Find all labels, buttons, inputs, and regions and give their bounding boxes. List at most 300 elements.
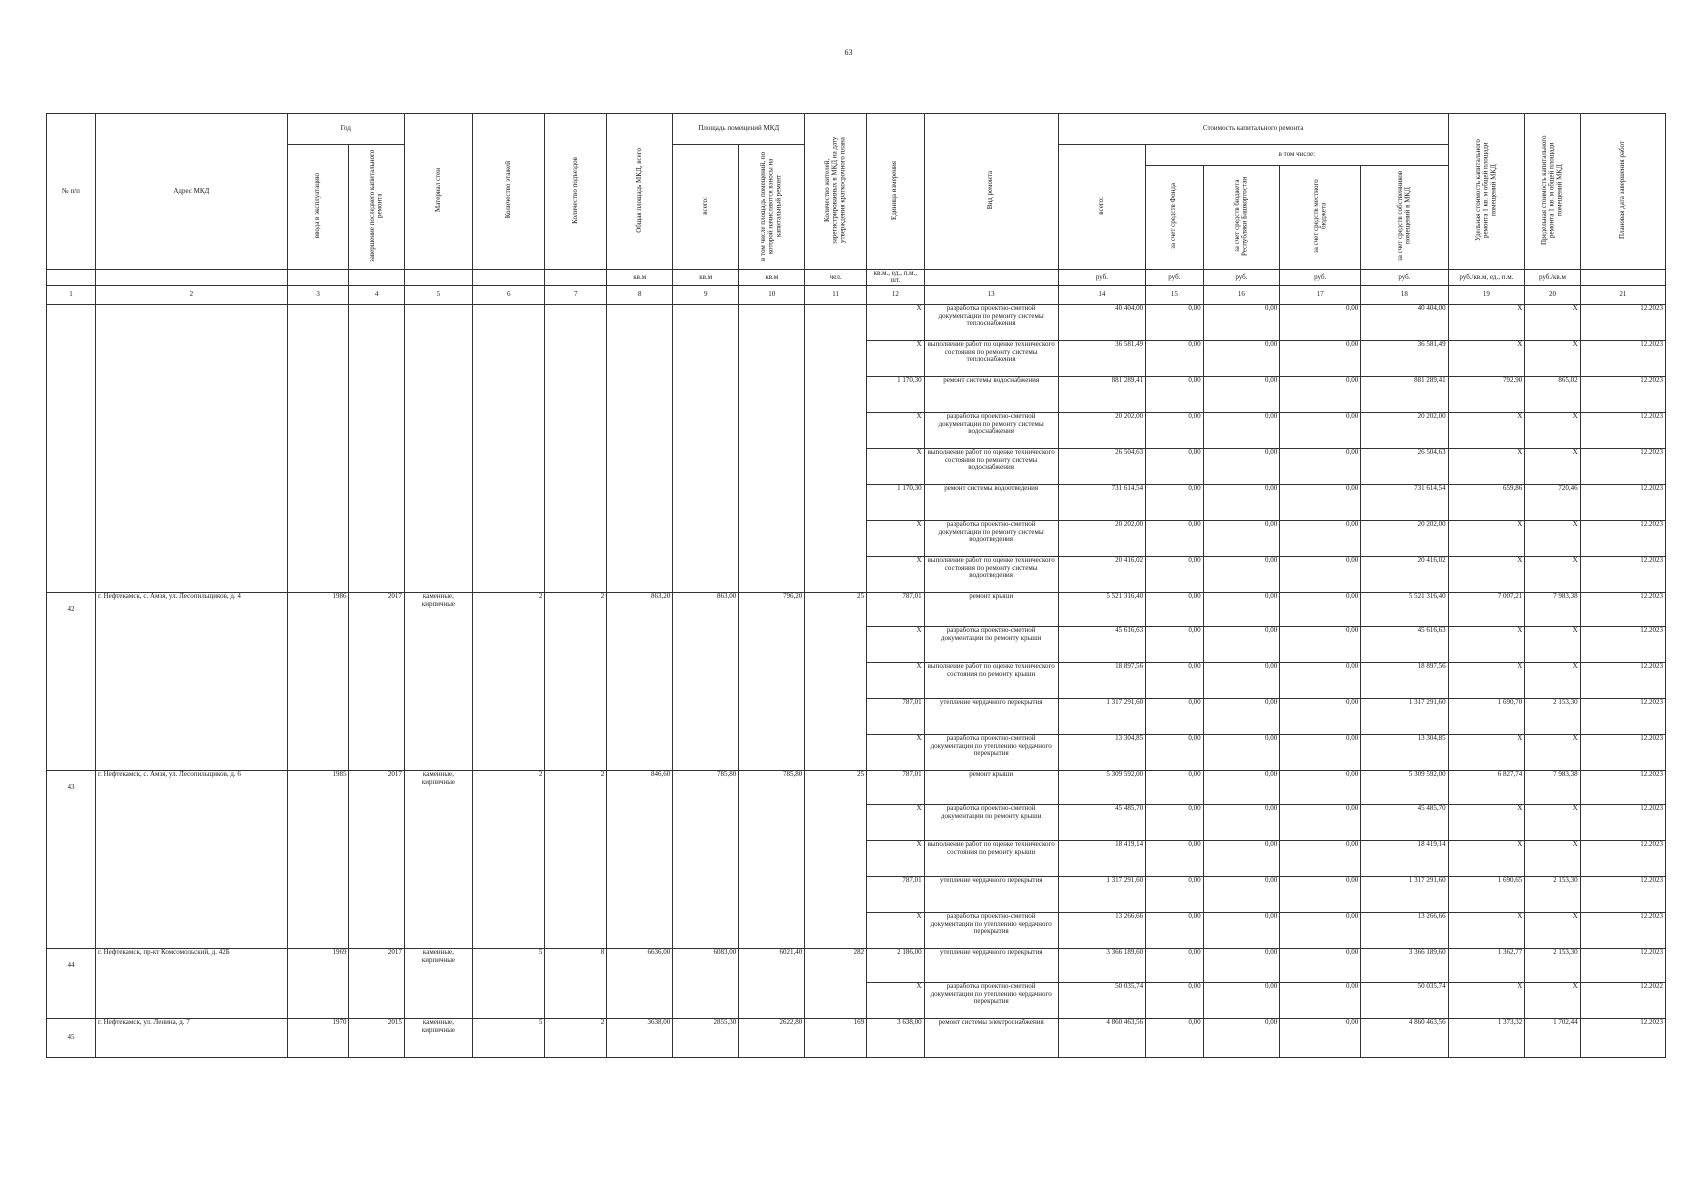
cell-addr	[95, 627, 287, 663]
cell-en	[545, 805, 607, 841]
cell-ta	[607, 841, 673, 877]
table-row	[47, 377, 1666, 413]
cell-pa	[673, 663, 739, 699]
cell-pa	[673, 341, 739, 377]
cell-res	[805, 413, 867, 449]
column-number: 17	[1280, 286, 1361, 305]
cell-y1	[287, 449, 349, 485]
cell-pa	[673, 735, 739, 771]
cell-res	[805, 983, 867, 1019]
table-row	[47, 877, 1666, 913]
cell-work: ремонт крыши	[924, 593, 1058, 627]
cell-work: разработка проектно-сметной документации по ремонту системы водоотведения	[924, 521, 1058, 557]
cell-fund: 0,00	[1146, 949, 1204, 983]
cell-unit: X	[867, 841, 925, 877]
cell-unit: X	[867, 663, 925, 699]
cell-unit: X	[867, 805, 925, 841]
cell-ta: 6636,00	[607, 949, 673, 983]
cell-fund: 0,00	[1146, 663, 1204, 699]
cell-res	[805, 877, 867, 913]
cell-mat	[404, 485, 472, 521]
cell-ta	[607, 699, 673, 735]
cell-loc: 0,00	[1280, 1019, 1361, 1058]
cell-res	[805, 841, 867, 877]
cell-max: X	[1525, 805, 1580, 841]
cell-work: ремонт крыши	[924, 771, 1058, 805]
cell-en	[545, 627, 607, 663]
cell-y1	[287, 877, 349, 913]
cell-rep: 0,00	[1203, 841, 1280, 877]
cell-mat	[404, 663, 472, 699]
cell-date: 12.2023	[1580, 413, 1665, 449]
cell-rep: 0,00	[1203, 377, 1280, 413]
cell-fund: 0,00	[1146, 841, 1204, 877]
unit-cell: руб.	[1280, 269, 1361, 285]
cell-ta	[607, 305, 673, 341]
header-fund: за счет средств Фонда	[1146, 166, 1204, 270]
cell-work: выполнение работ по оценке технического состояния по ремонту крыши	[924, 841, 1058, 877]
cell-fl	[473, 377, 545, 413]
header-local: за счет средств местного бюджета	[1280, 166, 1361, 270]
header-including: в том числе:	[1146, 145, 1449, 166]
header-year-last-repair: завершение последнего капитального ремонта	[349, 145, 404, 270]
cell-spec: 1 690,70	[1448, 699, 1525, 735]
cell-en	[545, 699, 607, 735]
cell-date: 12.2023	[1580, 949, 1665, 983]
cell-addr	[95, 663, 287, 699]
cell-rep: 0,00	[1203, 341, 1280, 377]
cell-addr	[95, 877, 287, 913]
table-row	[47, 627, 1666, 663]
cell-fund: 0,00	[1146, 557, 1204, 593]
cell-fund: 0,00	[1146, 735, 1204, 771]
cell-own: 20 202,00	[1361, 521, 1448, 557]
cell-res	[805, 557, 867, 593]
cell-loc: 0,00	[1280, 983, 1361, 1019]
cell-total: 40 404,00	[1058, 305, 1145, 341]
cell-ta	[607, 735, 673, 771]
cell-y1	[287, 699, 349, 735]
cell-y2	[349, 557, 404, 593]
cell-mat	[404, 913, 472, 949]
cell-work: разработка проектно-сметной документации по ремонту крыши	[924, 805, 1058, 841]
cell-ra: 796,20	[739, 593, 805, 627]
table-row	[47, 305, 1666, 341]
cell-en	[545, 521, 607, 557]
cell-res	[805, 627, 867, 663]
cell-own: 5 521 316,40	[1361, 593, 1448, 627]
cell-loc: 0,00	[1280, 521, 1361, 557]
cell-spec: X	[1448, 841, 1525, 877]
cell-date: 12.2023	[1580, 627, 1665, 663]
cell-spec: X	[1448, 521, 1525, 557]
cell-y2	[349, 913, 404, 949]
cell-en	[545, 841, 607, 877]
cell-ra	[739, 305, 805, 341]
cell-num: 44	[47, 949, 96, 983]
cell-fund: 0,00	[1146, 913, 1204, 949]
cell-date: 12.2023	[1580, 663, 1665, 699]
cell-date: 12.2023	[1580, 305, 1665, 341]
cell-unit: X	[867, 413, 925, 449]
cell-own: 5 309 592,00	[1361, 771, 1448, 805]
cell-max: X	[1525, 521, 1580, 557]
cell-y1	[287, 663, 349, 699]
cell-en	[545, 377, 607, 413]
cell-fl: 2	[473, 593, 545, 627]
cell-loc: 0,00	[1280, 557, 1361, 593]
cell-num	[47, 877, 96, 913]
cell-own: 20 416,02	[1361, 557, 1448, 593]
cell-rep: 0,00	[1203, 593, 1280, 627]
cell-ra	[739, 805, 805, 841]
cell-en	[545, 449, 607, 485]
cell-y1	[287, 305, 349, 341]
cell-mat	[404, 377, 472, 413]
cell-spec: X	[1448, 805, 1525, 841]
cell-fund: 0,00	[1146, 413, 1204, 449]
unit-cell: руб.	[1146, 269, 1204, 285]
cell-y2: 2015	[349, 1019, 404, 1058]
cell-ta	[607, 485, 673, 521]
cell-rep: 0,00	[1203, 449, 1280, 485]
cell-en	[545, 485, 607, 521]
cell-work: выполнение работ по оценке технического состояния по ремонту системы теплоснабжения	[924, 341, 1058, 377]
cell-pa	[673, 521, 739, 557]
cell-ta	[607, 449, 673, 485]
cell-work: ремонт системы электроснабжения	[924, 1019, 1058, 1058]
cell-y2	[349, 663, 404, 699]
cell-addr	[95, 699, 287, 735]
cell-num	[47, 485, 96, 521]
table-row	[47, 771, 1666, 805]
cell-ra	[739, 627, 805, 663]
cell-mat	[404, 805, 472, 841]
cell-ra	[739, 913, 805, 949]
cell-ra	[739, 735, 805, 771]
cell-fl	[473, 341, 545, 377]
cell-pa	[673, 413, 739, 449]
cell-addr	[95, 449, 287, 485]
cell-ra	[739, 449, 805, 485]
header-republic: за счет средств бюджета Республики Башкортостан	[1203, 166, 1280, 270]
cell-res: 25	[805, 593, 867, 627]
cell-addr	[95, 377, 287, 413]
cell-ta: 846,60	[607, 771, 673, 805]
cell-total: 4 860 463,56	[1058, 1019, 1145, 1058]
cell-loc: 0,00	[1280, 735, 1361, 771]
cell-fl: 5	[473, 1019, 545, 1058]
cell-rep: 0,00	[1203, 735, 1280, 771]
cell-max: X	[1525, 449, 1580, 485]
cell-work: разработка проектно-сметной документации по ремонту системы водоснабжения	[924, 413, 1058, 449]
cell-spec: X	[1448, 735, 1525, 771]
header-floors: Количество этажей	[473, 114, 545, 270]
cell-spec: X	[1448, 913, 1525, 949]
cell-rep: 0,00	[1203, 485, 1280, 521]
cell-loc: 0,00	[1280, 771, 1361, 805]
cell-unit: 787,01	[867, 593, 925, 627]
cell-total: 5 309 592,00	[1058, 771, 1145, 805]
column-number: 19	[1448, 286, 1525, 305]
cell-ta	[607, 377, 673, 413]
column-number: 9	[673, 286, 739, 305]
cell-y2	[349, 699, 404, 735]
cell-unit: 2 186,00	[867, 949, 925, 983]
cell-num	[47, 841, 96, 877]
cell-mat	[404, 521, 472, 557]
cell-ta	[607, 805, 673, 841]
cell-fl	[473, 627, 545, 663]
cell-fund: 0,00	[1146, 1019, 1204, 1058]
cell-y2	[349, 377, 404, 413]
cell-en: 2	[545, 1019, 607, 1058]
cell-own: 1 317 291,60	[1361, 877, 1448, 913]
cell-total: 5 521 316,40	[1058, 593, 1145, 627]
cell-num	[47, 735, 96, 771]
cell-own: 731 614,54	[1361, 485, 1448, 521]
column-number: 14	[1058, 286, 1145, 305]
cell-addr: г. Нефтекамск, пр-кт Комсомольский, д. 42Б	[95, 949, 287, 983]
cell-y2	[349, 341, 404, 377]
cell-unit: 787,01	[867, 699, 925, 735]
cell-own: 3 366 189,60	[1361, 949, 1448, 983]
cell-own: 18 419,14	[1361, 841, 1448, 877]
cell-addr	[95, 557, 287, 593]
unit-cell: руб./кв.м, ед., п.м.	[1448, 269, 1525, 285]
cell-fund: 0,00	[1146, 593, 1204, 627]
cell-total: 13 266,66	[1058, 913, 1145, 949]
cell-rep: 0,00	[1203, 877, 1280, 913]
cell-pa	[673, 841, 739, 877]
cell-ra: 2622,80	[739, 1019, 805, 1058]
cell-work: выполнение работ по оценке технического состояния по ремонту системы водоотведения	[924, 557, 1058, 593]
cell-loc: 0,00	[1280, 877, 1361, 913]
cell-fund: 0,00	[1146, 485, 1204, 521]
cell-fl: 2	[473, 771, 545, 805]
cell-num: 42	[47, 593, 96, 627]
cell-num	[47, 627, 96, 663]
cell-mat	[404, 413, 472, 449]
cell-num	[47, 557, 96, 593]
cell-date: 12.2023	[1580, 735, 1665, 771]
cell-pa	[673, 877, 739, 913]
cell-pa	[673, 377, 739, 413]
cell-fl	[473, 699, 545, 735]
cell-max: 865,02	[1525, 377, 1580, 413]
cell-res: 169	[805, 1019, 867, 1058]
cell-own: 45 616,63	[1361, 627, 1448, 663]
cell-en: 2	[545, 593, 607, 627]
cell-addr	[95, 913, 287, 949]
cell-total: 50 035,74	[1058, 983, 1145, 1019]
cell-num	[47, 805, 96, 841]
cell-pa: 6083,00	[673, 949, 739, 983]
cell-own: 50 035,74	[1361, 983, 1448, 1019]
cell-total: 45 485,70	[1058, 805, 1145, 841]
cell-y1	[287, 627, 349, 663]
table-row	[47, 593, 1666, 627]
cell-unit: X	[867, 305, 925, 341]
cell-res	[805, 913, 867, 949]
cell-res	[805, 663, 867, 699]
cell-fund: 0,00	[1146, 449, 1204, 485]
table-row	[47, 1019, 1666, 1058]
cell-en	[545, 305, 607, 341]
cell-rep: 0,00	[1203, 521, 1280, 557]
cell-y2	[349, 449, 404, 485]
cell-spec: 1 690,65	[1448, 877, 1525, 913]
units-row	[47, 269, 1666, 285]
cell-own: 4 860 463,56	[1361, 1019, 1448, 1058]
column-number: 16	[1203, 286, 1280, 305]
cell-pa	[673, 305, 739, 341]
cell-num	[47, 663, 96, 699]
cell-addr	[95, 305, 287, 341]
cell-ta	[607, 413, 673, 449]
cell-work: выполнение работ по оценке технического состояния по ремонту системы водоснабжения	[924, 449, 1058, 485]
cell-rep: 0,00	[1203, 983, 1280, 1019]
column-number: 2	[95, 286, 287, 305]
header-max-cost: Предельная стоимость капитального ремонта 1 кв. м общей площади помещений МКД	[1525, 114, 1580, 270]
column-number: 3	[287, 286, 349, 305]
cell-addr	[95, 983, 287, 1019]
cell-ra	[739, 413, 805, 449]
cell-spec: X	[1448, 305, 1525, 341]
cell-max: 2 153,30	[1525, 877, 1580, 913]
header-entrances: Количество подъездов	[545, 114, 607, 270]
cell-mat	[404, 841, 472, 877]
cell-y2	[349, 627, 404, 663]
column-number: 5	[404, 286, 472, 305]
column-number: 1	[47, 286, 96, 305]
cell-num: 45	[47, 1019, 96, 1058]
cell-fl	[473, 735, 545, 771]
cell-ta	[607, 627, 673, 663]
cell-y1	[287, 521, 349, 557]
unit-cell: руб.	[1203, 269, 1280, 285]
cell-en	[545, 341, 607, 377]
cell-ta	[607, 341, 673, 377]
cell-en	[545, 735, 607, 771]
column-number: 18	[1361, 286, 1448, 305]
cell-en	[545, 877, 607, 913]
cell-res	[805, 305, 867, 341]
cell-pa: 2855,30	[673, 1019, 739, 1058]
cell-fl: 5	[473, 949, 545, 983]
cell-ta	[607, 913, 673, 949]
cell-fl	[473, 983, 545, 1019]
cell-pa: 863,00	[673, 593, 739, 627]
cell-own: 26 504,63	[1361, 449, 1448, 485]
cell-pa	[673, 699, 739, 735]
header-premises-residential: в том числе площадь помещений, по которой начисляются взносы на капитальный ремонт	[739, 145, 805, 270]
cell-ra: 785,80	[739, 771, 805, 805]
column-number: 15	[1146, 286, 1204, 305]
cell-loc: 0,00	[1280, 485, 1361, 521]
cell-unit: X	[867, 735, 925, 771]
cell-pa	[673, 627, 739, 663]
cell-loc: 0,00	[1280, 663, 1361, 699]
cell-res	[805, 699, 867, 735]
cell-pa	[673, 449, 739, 485]
cell-date: 12.2023	[1580, 377, 1665, 413]
cell-ra	[739, 841, 805, 877]
column-number: 20	[1525, 286, 1580, 305]
cell-y2	[349, 413, 404, 449]
cell-max: 720,46	[1525, 485, 1580, 521]
cell-max: X	[1525, 341, 1580, 377]
header-year-commission: ввода в эксплуатацию	[287, 145, 349, 270]
cell-num	[47, 699, 96, 735]
cell-y1	[287, 805, 349, 841]
cell-res	[805, 805, 867, 841]
cell-res	[805, 735, 867, 771]
cell-y2: 2017	[349, 949, 404, 983]
cell-fl	[473, 449, 545, 485]
cell-y1: 1970	[287, 1019, 349, 1058]
cell-total: 13 304,85	[1058, 735, 1145, 771]
cell-rep: 0,00	[1203, 1019, 1280, 1058]
cell-unit: 1 170,30	[867, 485, 925, 521]
cell-fund: 0,00	[1146, 305, 1204, 341]
cell-addr	[95, 413, 287, 449]
header-wall-material: Материал стен	[404, 114, 472, 270]
cell-num: 43	[47, 771, 96, 805]
cell-unit: 787,01	[867, 877, 925, 913]
table-row	[47, 485, 1666, 521]
cell-loc: 0,00	[1280, 949, 1361, 983]
cell-pa	[673, 913, 739, 949]
cell-spec: 659,86	[1448, 485, 1525, 521]
cell-spec: X	[1448, 983, 1525, 1019]
cell-res	[805, 341, 867, 377]
cell-mat: каменные, кирпичные	[404, 771, 472, 805]
cell-unit: X	[867, 449, 925, 485]
header-owners: за счет средств собственников помещений в МКД	[1361, 166, 1448, 270]
cell-ra	[739, 557, 805, 593]
cell-num	[47, 377, 96, 413]
cell-mat	[404, 699, 472, 735]
cell-fl	[473, 805, 545, 841]
cell-total: 45 616,63	[1058, 627, 1145, 663]
cell-max: X	[1525, 557, 1580, 593]
table-row	[47, 413, 1666, 449]
cell-res: 25	[805, 771, 867, 805]
cell-rep: 0,00	[1203, 413, 1280, 449]
header-num: № п/п	[47, 114, 96, 270]
cell-fl	[473, 913, 545, 949]
column-number: 11	[805, 286, 867, 305]
cell-y2	[349, 521, 404, 557]
cell-ra	[739, 485, 805, 521]
cell-loc: 0,00	[1280, 377, 1361, 413]
cell-ra	[739, 983, 805, 1019]
header-premises-total: всего:	[673, 145, 739, 270]
cell-en	[545, 413, 607, 449]
cell-ta	[607, 557, 673, 593]
cell-own: 13 304,85	[1361, 735, 1448, 771]
cell-max: X	[1525, 735, 1580, 771]
cell-y1	[287, 341, 349, 377]
cell-own: 20 202,00	[1361, 413, 1448, 449]
table-body	[47, 305, 1666, 1058]
cell-mat	[404, 877, 472, 913]
cell-fund: 0,00	[1146, 521, 1204, 557]
cell-rep: 0,00	[1203, 771, 1280, 805]
cell-spec: X	[1448, 449, 1525, 485]
cell-work: утепление чердачного перекрытия	[924, 949, 1058, 983]
